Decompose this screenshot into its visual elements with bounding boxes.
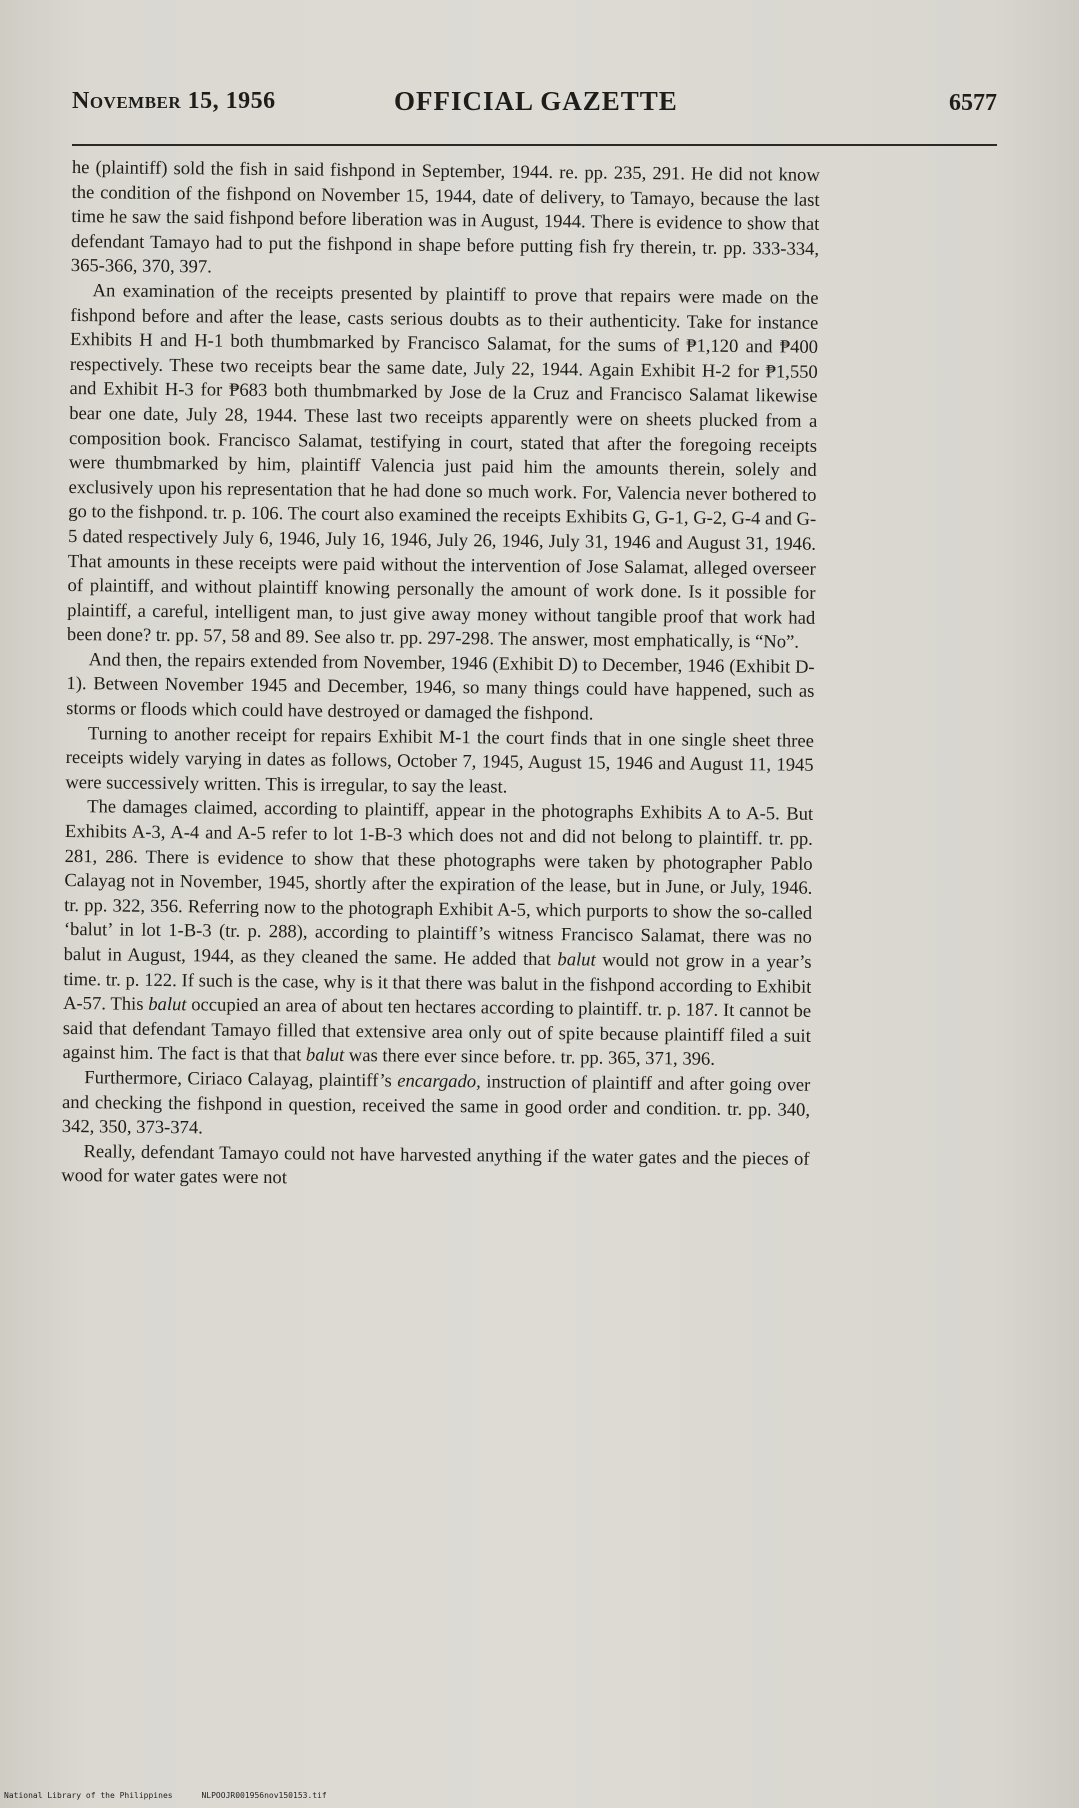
italic-term: encargado, [397, 1070, 481, 1093]
text-segment: would not grow in a year’s time. tr. p. 122. If such is the case, why is it that there was balut in the fishpond according to Exhibit A-57. This [63, 949, 812, 1016]
text-segment: instruction of plaintiff and after going over and checking the fishpond in question, received the same in good order and condition. tr. pp. 340, 342, 350, 373-374. [61, 1071, 811, 1139]
page-number: 6577 [949, 90, 997, 116]
paragraph [62, 1066, 811, 1148]
paragraph [62, 795, 813, 1073]
page-header [72, 88, 997, 132]
paragraph: he (plaintiff) sold the fish in said fishpond in September, 1944. re. pp. 235, 291. He did not know the condition of the fishpond on November 15, 1944, date of delivery, to Tamayo, because the last time he saw the said fishpond before liberation was in August, 1944. There is evidence to show that defendant Tamayo had to put the fishpond in shape before putting fish fry therein, tr. pp. 333-334, 365-366, 370, 397. [70, 156, 820, 278]
scan-footer [4, 1791, 327, 1800]
header-title: OFFICIAL GAZETTE [394, 86, 678, 116]
footer-file-id: NLPOOJR001956nov150153.tif [201, 1791, 327, 1800]
italic-term: balut [148, 994, 187, 1016]
italic-term: balut [557, 949, 596, 971]
header-rule [72, 144, 997, 146]
text-segment: occupied an area of about ten hectares according to plaintiff. tr. p. 187. It cannot be said that defendant Tamayo filled that extensive area only out of spite because plaintiff filed a suit against him. The fact is that that [62, 994, 812, 1066]
header-date: November 15, 1956 [72, 88, 276, 114]
footer-library: National Library of the Philippines [4, 1791, 173, 1800]
paragraph: An examination of the receipts presented by plaintiff to prove that repairs were made on the fishpond before and after the lease, casts serious doubts as to their authenticity. Take for instance Exhibits H and H-1 both thumbmarked by Francisco Salamat, for the sums of ₱1,120 and ₱400 respectively. These two receipts bear the same date, July 22, 1944. Again Exhibit H-2 for ₱1,550 and Exhibit H-3 for ₱683 both thumbmarked by Jose de la Cruz and Francisco Salamat likewise bear one date, July 28, 1944. These last two receipts apparently were on sheets plucked from a composition book. Francisco Salamat, testifying in court, stated that after the foregoing receipts were thumbmarked by him, plaintiff Valencia just paid him the amounts therein, solely and exclusively upon his representation that he had done so much work. For, Valencia never bothered to go to the fishpond. tr. p. 106. The court also examined the receipts Exhibits G, G-1, G-2, G-4 and G-5 dated respectively July 6, 1946, July 16, 1946, July 26, 1946, July 31, 1946 and August 31, 1946. That amounts in these receipts were paid without the intervention of Jose Salamat, alleged overseer of plaintiff, and without plaintiff knowing personally the amount of work done. Is it possible for plaintiff, a careful, intelligent man, to just give away money without tangible proof that work had been done? tr. pp. 57, 58 and 89. See also tr. pp. 297-298. The answer, most emphatically, is “No”. [66, 280, 819, 653]
paragraph: Really, defendant Tamayo could not have harvested anything if the water gates and the pieces of wood for water gates were not [61, 1140, 810, 1189]
text-segment: Furthermore, Ciriaco Calayag, plaintiff’s [84, 1067, 398, 1092]
paragraph: Turning to another receipt for repairs Exhibit M-1 the court finds that in one single sheet three receipts widely varying in dates as follows, October 7, 1945, August 15, 1946 and August 11, 1945 were successively written. This is irregular, to say the least. [65, 722, 815, 798]
body-text [61, 156, 820, 1197]
text-segment: was there ever since before. tr. pp. 365, 371, 396. [344, 1045, 716, 1071]
italic-term: balut [305, 1044, 345, 1067]
text-segment: The damages claimed, according to plaintiff, appear in the photographs Exhibits A to A-5. But Exhibits A-3, A-4 and A-5 refer to lot 1-B-3 which does not and did not belong to plaintiff. tr. pp. 281, 286. There is evidence to show that these photographs were taken by photographer Pablo Calayag not in November, 1945, shortly after the expiration of the lease, but in June, or July, 1946. tr. pp. 322, 356. Referring now to the photograph Exhibit A-5, which purports to show the so-called ‘balut’ in lot 1-B-3 (tr. p. 288), according to plaintiff’s witness Francisco Salamat, there was no balut in August, 1944, as they cleaned the same. He added that [63, 796, 814, 971]
paragraph: And then, the repairs extended from November, 1946 (Exhibit D) to December, 1946 (Exhibit D-1). Between November 1945 and December, 1946, so many things could have happened, such as storms or floods which could have destroyed or damaged the fishpond. [66, 649, 815, 725]
